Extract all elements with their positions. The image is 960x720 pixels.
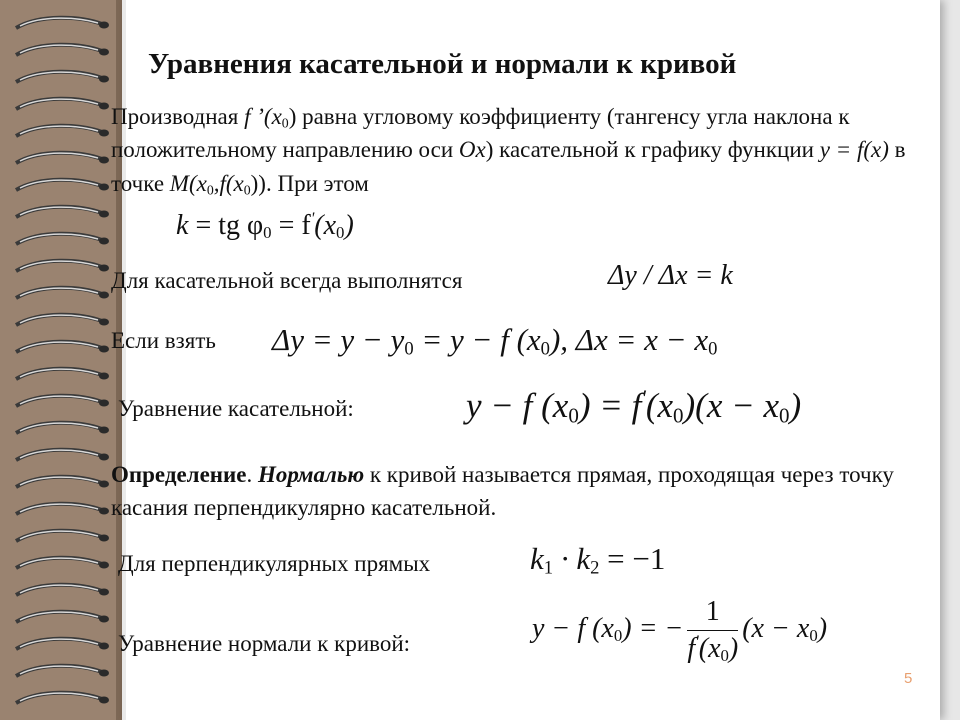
subscript-zero: 0 (540, 338, 550, 360)
prime-mark: ' (695, 631, 699, 651)
normal-minus: ) = − (622, 612, 684, 644)
definition-text: к кривой называется прямая, проходящая через точку касания перпендикулярно касательной. (111, 462, 894, 521)
binding-hole (99, 697, 109, 704)
formula-k: k (176, 210, 189, 241)
subscript-zero: 0 (779, 403, 790, 428)
binding-hole (99, 508, 109, 515)
binding-hole (99, 238, 109, 245)
binding-hole (99, 157, 109, 164)
den-f: f (687, 633, 696, 664)
intro-text-3: ) касательной к графику функции (485, 137, 820, 163)
prime-mark: ' (310, 208, 315, 228)
tangent-f: ) = f (578, 386, 642, 425)
binding-hole (99, 427, 109, 434)
point-notation: M(x (169, 170, 207, 196)
formula-slope (176, 210, 354, 242)
binding-hole (99, 292, 109, 299)
subscript-zero: 0 (809, 626, 818, 646)
tangent-arg: (x (645, 386, 674, 425)
intro-paragraph (111, 100, 931, 200)
tangent-condition-formula: Δy / Δx = k (608, 260, 733, 291)
subscript-zero: 0 (568, 403, 579, 428)
formula-tg: = tg φ (188, 210, 264, 241)
binding-hole (99, 535, 109, 542)
if-take-label: Если взять (111, 328, 216, 353)
subscript-two: 2 (590, 557, 600, 579)
intro-text-5: )). При этом (250, 170, 369, 196)
binding-hole (99, 643, 109, 650)
subscript-one: 1 (543, 557, 554, 579)
increment-dx: ), Δx = x − x (549, 322, 709, 357)
tangent-close: ) (789, 386, 802, 425)
subscript-zero: 0 (243, 182, 251, 198)
definition-dot: . (246, 462, 259, 487)
derivative-arg: (x (263, 104, 282, 129)
slope-product: · k (553, 541, 591, 576)
fraction-denominator (687, 631, 738, 665)
binding-hole (99, 589, 109, 596)
increment-dy: Δy = y − y (272, 322, 405, 357)
tangent-equation (466, 386, 801, 426)
slope-k1: k (530, 541, 544, 576)
fraction-numerator: 1 (687, 596, 738, 631)
page-number: 5 (904, 670, 913, 687)
subscript-zero: 0 (720, 646, 729, 666)
perpendicular-formula (530, 541, 665, 577)
binding-hole (99, 454, 109, 461)
perpendicular-label: Для перпендикулярных прямых (118, 551, 431, 576)
binding-hole (99, 562, 109, 569)
formula-f: = f (271, 210, 311, 241)
binding-hole (99, 346, 109, 353)
intro-text-1: Производная (111, 104, 245, 129)
binding-hole (99, 319, 109, 326)
binding-hole (99, 373, 109, 380)
normal-term: Нормалью (258, 462, 365, 487)
function-notation: y = f(x) (819, 137, 889, 163)
axis-ox: Ox (458, 137, 486, 163)
increments-formula (272, 322, 717, 358)
tangent-rhs: )(x − x (683, 386, 780, 425)
derivative-symbol: f ’ (244, 104, 264, 129)
binding-hole (99, 130, 109, 137)
tangent-condition-label: Для касательной всегда выполнятся (111, 268, 463, 293)
subscript-zero: 0 (613, 626, 623, 646)
intro-text-2: ) равна угловому коэффициенту (тангенсу угла наклона к положительному направлению оси (111, 104, 850, 163)
product-result: = −1 (599, 541, 666, 576)
subscript-zero: 0 (263, 223, 272, 243)
binding-hole (99, 22, 109, 29)
binding-hole (99, 481, 109, 488)
prime-mark: ' (641, 385, 646, 410)
normal-equation (532, 596, 827, 665)
formula-arg: (x (314, 210, 337, 241)
subscript-zero: 0 (404, 338, 414, 360)
intro-text-4: в точке (111, 137, 906, 196)
binding-hole (99, 211, 109, 218)
normal-close: ) (817, 612, 828, 644)
normal-fraction (687, 596, 738, 665)
normal-equation-label: Уравнение нормали к кривой: (118, 631, 411, 656)
definition-paragraph (111, 458, 931, 525)
binding-hole (99, 76, 109, 83)
binding-hole (99, 670, 109, 677)
spiral-rings (0, 0, 122, 720)
tangent-equation-label: Уравнение касательной: (118, 396, 354, 421)
formula-close: ) (344, 210, 354, 241)
point-notation-mid: ,f(x (213, 170, 244, 196)
binding-hole (99, 616, 109, 623)
den-arg: (x (698, 633, 721, 664)
increment-fx: = y − f (x (413, 322, 541, 357)
den-close: ) (728, 633, 739, 664)
subscript-zero: 0 (206, 182, 214, 198)
subscript-zero: 0 (708, 338, 718, 360)
slide-title: Уравнения касательной и нормали к кривой (148, 48, 737, 80)
subscript-zero: 0 (281, 115, 289, 131)
binding-hole (99, 184, 109, 191)
subscript-zero: 0 (673, 403, 684, 428)
binding-hole (99, 103, 109, 110)
normal-rhs: (x − x (742, 612, 810, 644)
binding-hole (99, 265, 109, 272)
binding-hole (99, 49, 109, 56)
normal-lhs: y − f (x (532, 612, 614, 644)
tangent-lhs: y − f (x (466, 386, 569, 425)
definition-term: Определение (111, 462, 247, 487)
subscript-zero: 0 (336, 223, 345, 243)
binding-hole (99, 400, 109, 407)
